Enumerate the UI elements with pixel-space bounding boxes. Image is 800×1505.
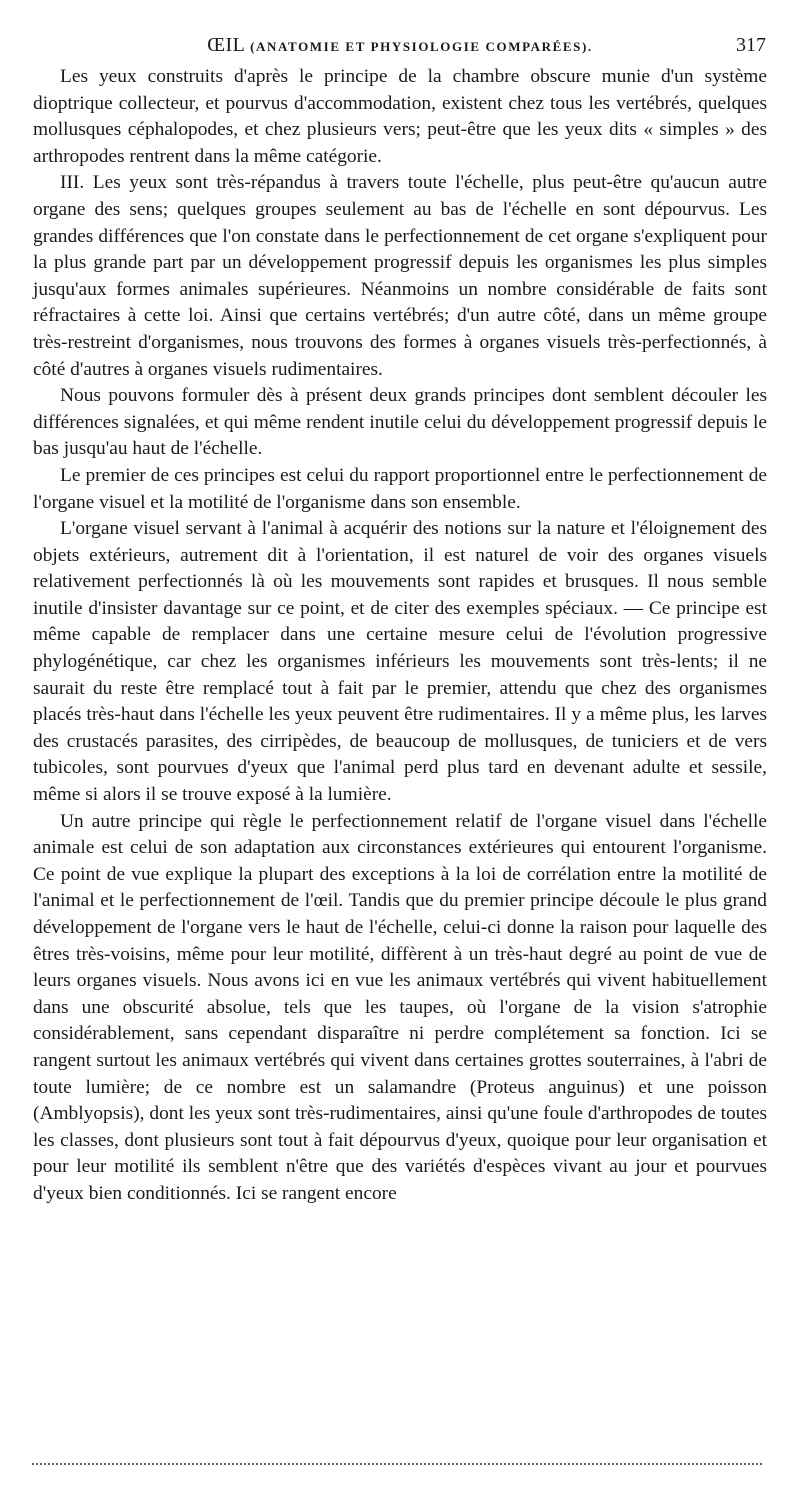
body-text xyxy=(33,64,767,1208)
paragraph: Un autre principe qui règle le perfectionnement relatif de l'organe visuel dans l'échelle animale est celui de son adaptation aux circonstances extérieures qui entourent l'organisme. Ce point de vue explique la plupart des exceptions à la loi de corrélation entre la motilité de l'animal et le perfectionnement de l'œil. Tandis que du premier principe découle le plus grand développement de l'organe vers le haut de l'échelle, celui-ci donne la raison pour laquelle des êtres très-voisins, même pour leur motilité, diffèrent à un très-haut degré au point de vue de leurs organes visuels. Nous avons ici en vue les animaux vertébrés qui vivent habituellement dans une obscurité absolue, tels que les taupes, où l'organe de la vision s'atrophie considérablement, sans cependant disparaître ni perdre complétement sa fonction. Ici se rangent surtout les animaux vertébrés qui vivent dans certaines grottes souterraines, à l'abri de toute lumière; de ce nombre est un salamandre (Proteus anguinus) et une poisson (Amblyopsis), dont les yeux sont très-rudimentaires, ainsi qu'une foule d'arthropodes de toutes les classes, dont plusieurs sont tout à fait dépourvus d'yeux, quoique pour leur organisation et pour leur motilité ils semblent n'être que des variétés d'espèces vivant au jour et pourvues d'yeux bien conditionnés. Ici se rangent encore xyxy=(33,810,767,1204)
page-number: 317 xyxy=(736,34,766,56)
paragraph: L'organe visuel servant à l'animal à acquérir des notions sur la nature et l'éloignement des objets extérieurs, autrement dit à l'orientation, il est naturel de voir des organes visuels relativement perfectionnés là où les mouvements sont rapides et brusques. Il nous semble inutile d'insister davantage sur ce point, et de citer des exemples spéciaux. — Ce principe est même capable de remplacer dans une certaine mesure celui de l'évolution progressive phylogénétique, car chez les organismes inférieurs les mouvements sont très-lents; il ne saurait du reste être remplacé tout à fait par le premier, attendu que chez des organismes placés très-haut dans l'échelle les yeux peuvent être rudimentaires. Il y a même plus, les larves des crustacés parasites, des cirripèdes, de beaucoup de mollusques, de tuniciers et de vers tubicoles, sont pourvues d'yeux que l'animal perd plus tard en devenant adulte et sessile, même si alors il se trouve exposé à la lumière. xyxy=(33,518,767,806)
running-title xyxy=(0,34,800,57)
paragraph: Le premier de ces principes est celui du rapport proportionnel entre le perfectionnement de l'organe visuel et la motilité de l'organisme dans son ensemble. xyxy=(33,464,767,513)
paragraph: Les yeux construits d'après le principe de la chambre obscure munie d'un système dioptrique collecteur, et pourvus d'accommodation, existent chez tous les vertébrés, quelques mollusques céphalopodes, et chez plusieurs vers; peut-être que les yeux dits « simples » des arthropodes rentrent dans la même catégorie. xyxy=(33,66,767,167)
running-title-subtitle: (ANATOMIE ET PHYSIOLOGIE COMPARÉES). xyxy=(250,39,593,54)
paragraph: Nous pouvons formuler dès à présent deux grands principes dont semblent découler les différences signalées, et qui même rendent inutile celui du développement progressif depuis le bas jusqu'au haut de l'échelle. xyxy=(33,385,767,460)
footer-dotted-rule xyxy=(32,1463,762,1465)
running-title-word: ŒIL xyxy=(207,34,245,56)
running-header xyxy=(0,34,800,62)
paragraph: III. Les yeux sont très-répandus à travers toute l'échelle, plus peut-être qu'aucun autre organe des sens; quelques groupes seulement au bas de l'échelle en sont dépourvus. Les grandes différences que l'on constate dans le perfectionnement de cet organe s'expliquent pour la plus grande part par un développement progressif depuis les organismes les plus simples jusqu'aux formes animales supérieures. Néanmoins un nombre considérable de faits sont réfractaires à cette loi. Ainsi que certains vertébrés; d'un autre côté, dans un même groupe très-restreint d'organismes, nous trouvons des formes à organes visuels très-perfectionnés, à côté d'autres à organes visuels rudimentaires. xyxy=(33,172,767,380)
